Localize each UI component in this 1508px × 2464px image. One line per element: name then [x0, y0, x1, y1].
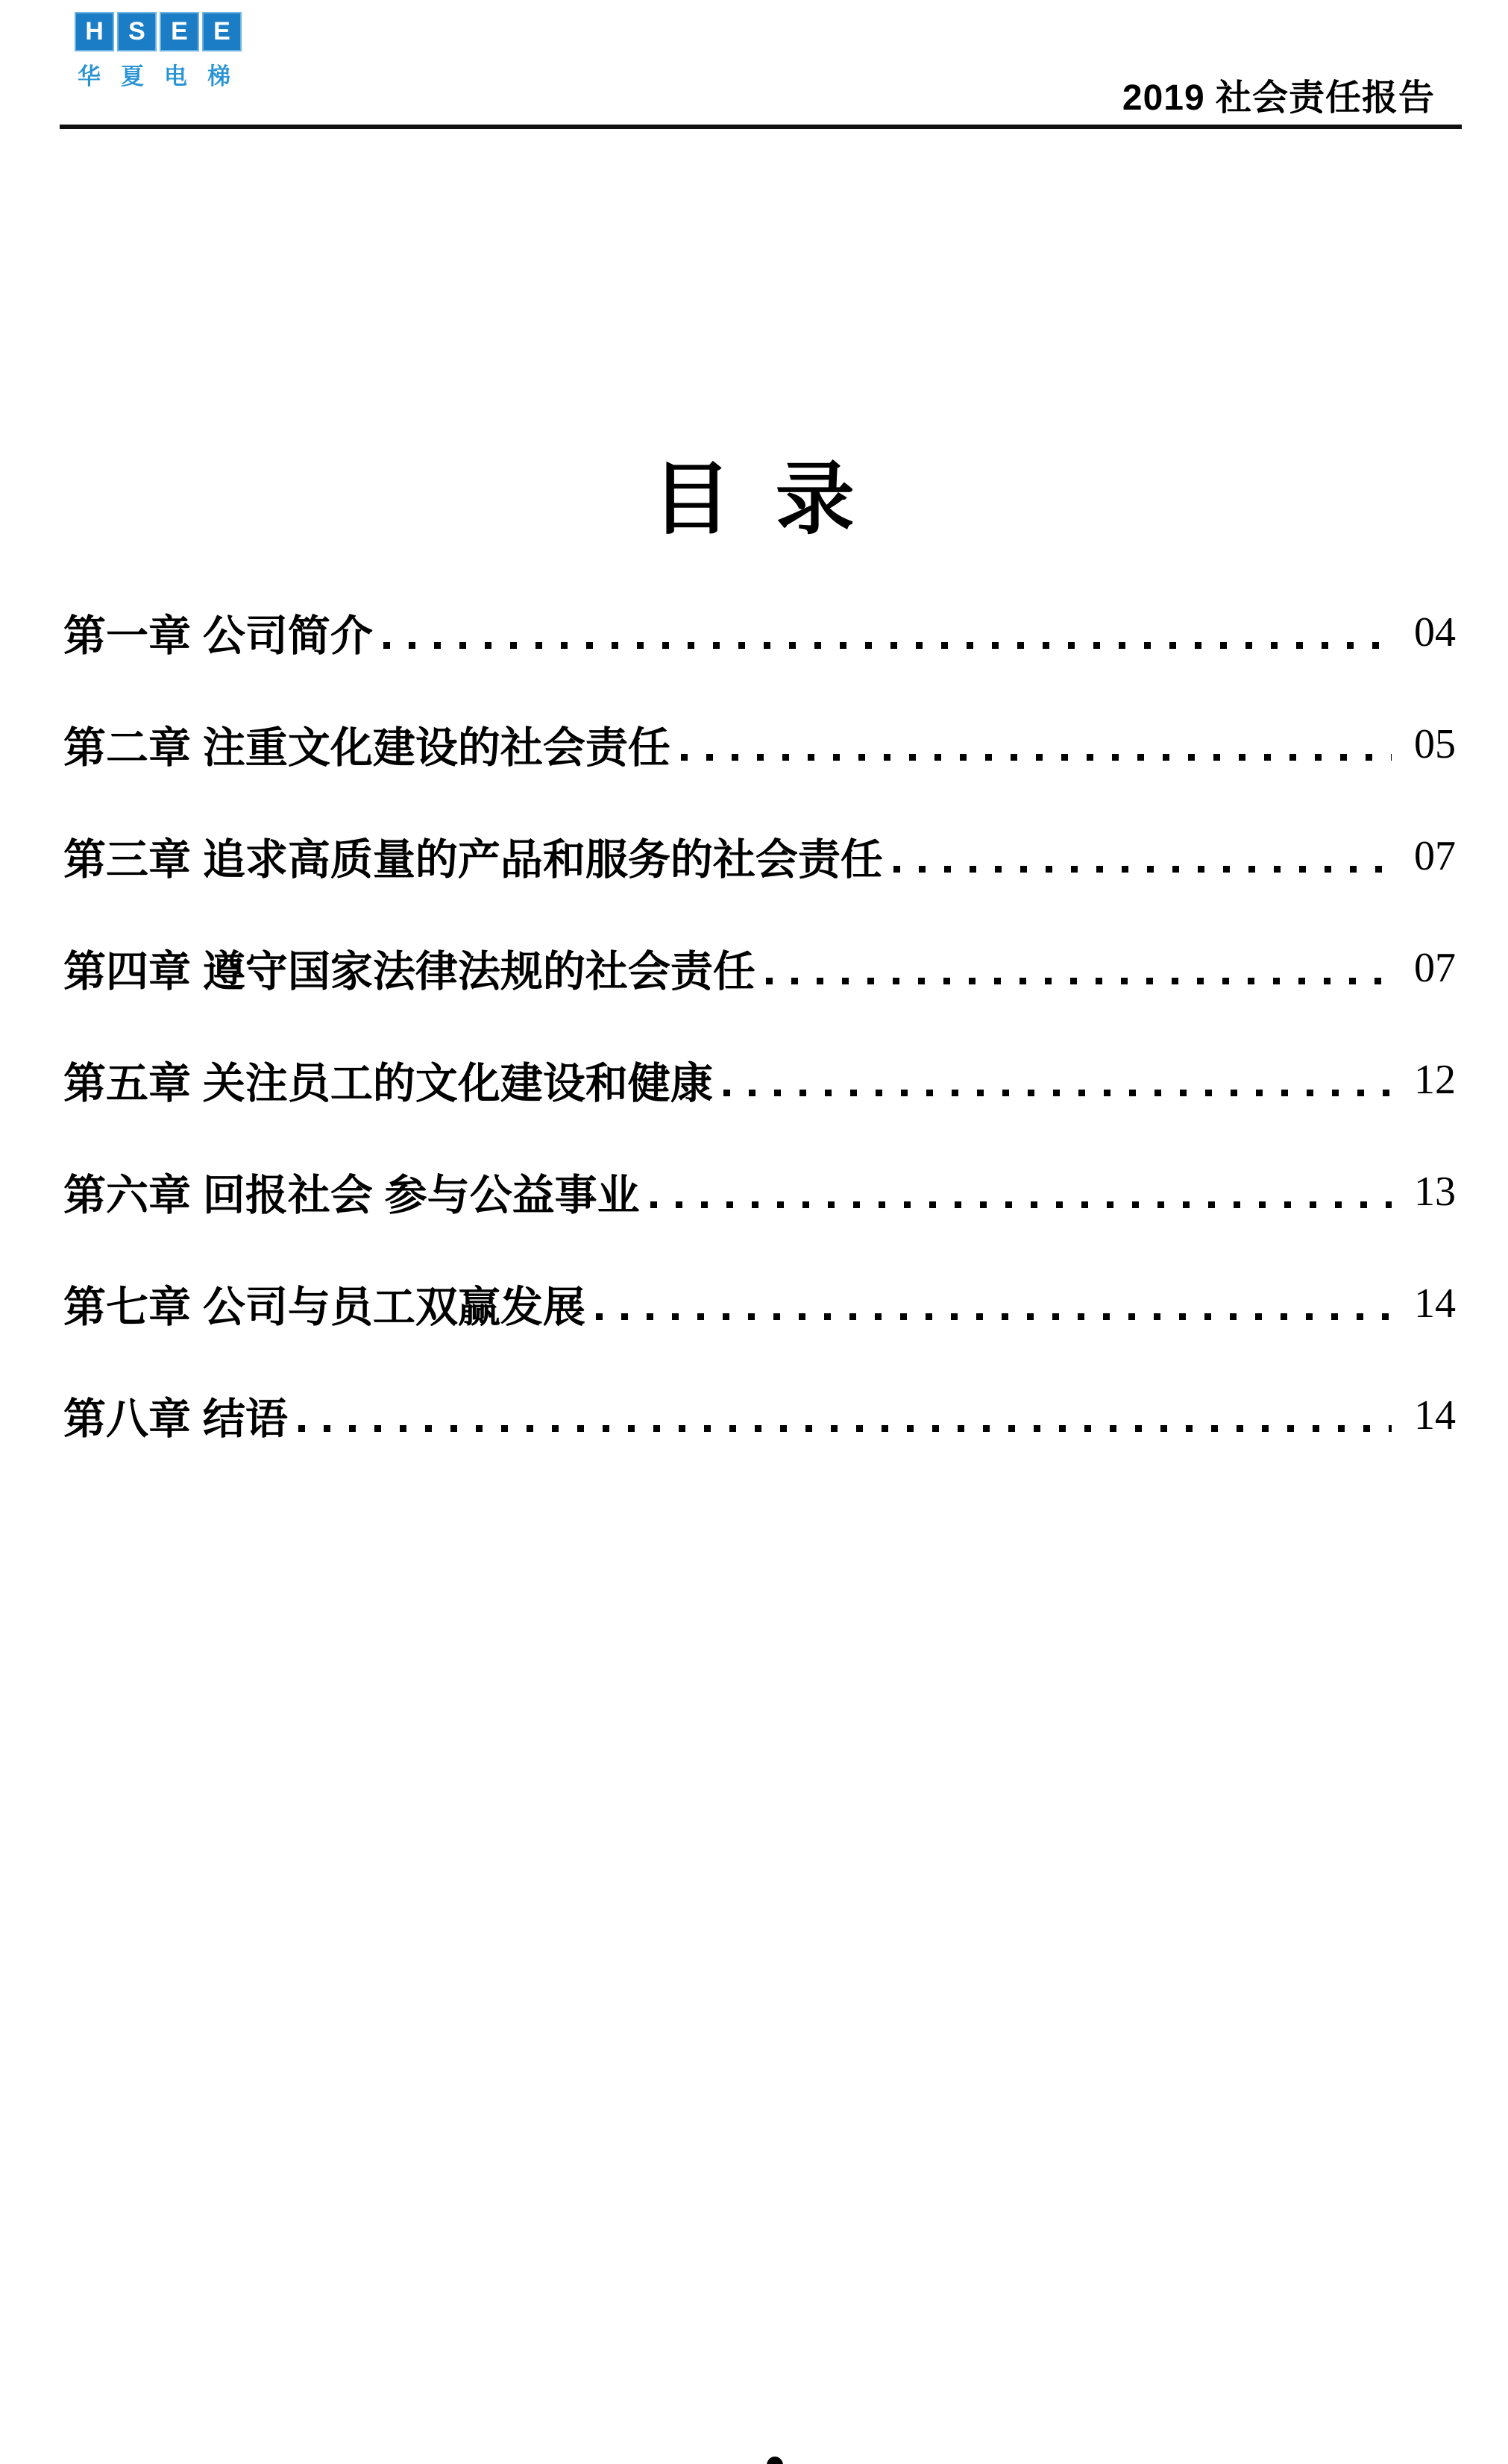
table-of-contents: [63, 576, 1456, 1471]
logo-company-name: 华夏电梯: [78, 63, 251, 89]
logo-letter-squares: [75, 12, 251, 51]
toc-entry-label: 第八章 结语: [63, 1395, 288, 1443]
dot-leader: [596, 1313, 1392, 1320]
dot-leader: [650, 1201, 1392, 1208]
toc-row: [63, 1248, 1456, 1360]
dot-leader: [766, 978, 1392, 984]
page-title: 目 录: [652, 456, 856, 544]
toc-row: [63, 912, 1456, 1024]
logo-letter-square: H: [75, 12, 114, 51]
toc-entry-page-number: 13: [1414, 1169, 1456, 1215]
toc-row: [63, 576, 1456, 688]
toc-entry-page-number: 05: [1414, 721, 1456, 767]
toc-entry-page-number: 07: [1414, 945, 1456, 991]
dot-leader: [681, 754, 1392, 761]
toc-row: [63, 1024, 1456, 1136]
header-divider: [60, 125, 1462, 129]
toc-entry-page-number: 07: [1414, 833, 1456, 879]
toc-entry-label: 第一章 公司简介: [63, 612, 373, 660]
toc-entry-label: 第五章 关注员工的文化建设和健康: [63, 1060, 713, 1107]
toc-row: [63, 800, 1456, 912]
toc-entry-page-number: 12: [1414, 1057, 1456, 1103]
toc-entry-page-number: 04: [1414, 609, 1456, 656]
toc-entry-label: 第三章 追求高质量的产品和服务的社会责任: [63, 836, 883, 884]
toc-row: [63, 688, 1456, 800]
dot-leader: [723, 1090, 1392, 1096]
company-logo: [75, 12, 251, 91]
dot-leader: [383, 642, 1392, 649]
report-title: 2019 社会责任报告: [1122, 78, 1435, 118]
partial-page-number-mark: [767, 2457, 783, 2464]
logo-letter-square: S: [117, 12, 157, 51]
toc-entry-label: 第二章 注重文化建设的社会责任: [63, 724, 670, 772]
dot-leader: [893, 866, 1392, 873]
logo-letter-square: E: [202, 12, 242, 51]
toc-entry-label: 第七章 公司与员工双赢发展: [63, 1283, 585, 1331]
toc-entry-page-number: 14: [1414, 1392, 1456, 1439]
toc-entry-label: 第六章 回报社会 参与公益事业: [63, 1172, 640, 1219]
toc-row: [63, 1136, 1456, 1248]
toc-row: [63, 1360, 1456, 1471]
dot-leader: [298, 1425, 1392, 1432]
toc-entry-page-number: 14: [1414, 1280, 1456, 1327]
toc-entry-label: 第四章 遵守国家法律法规的社会责任: [63, 948, 755, 996]
logo-letter-square: E: [160, 12, 199, 51]
